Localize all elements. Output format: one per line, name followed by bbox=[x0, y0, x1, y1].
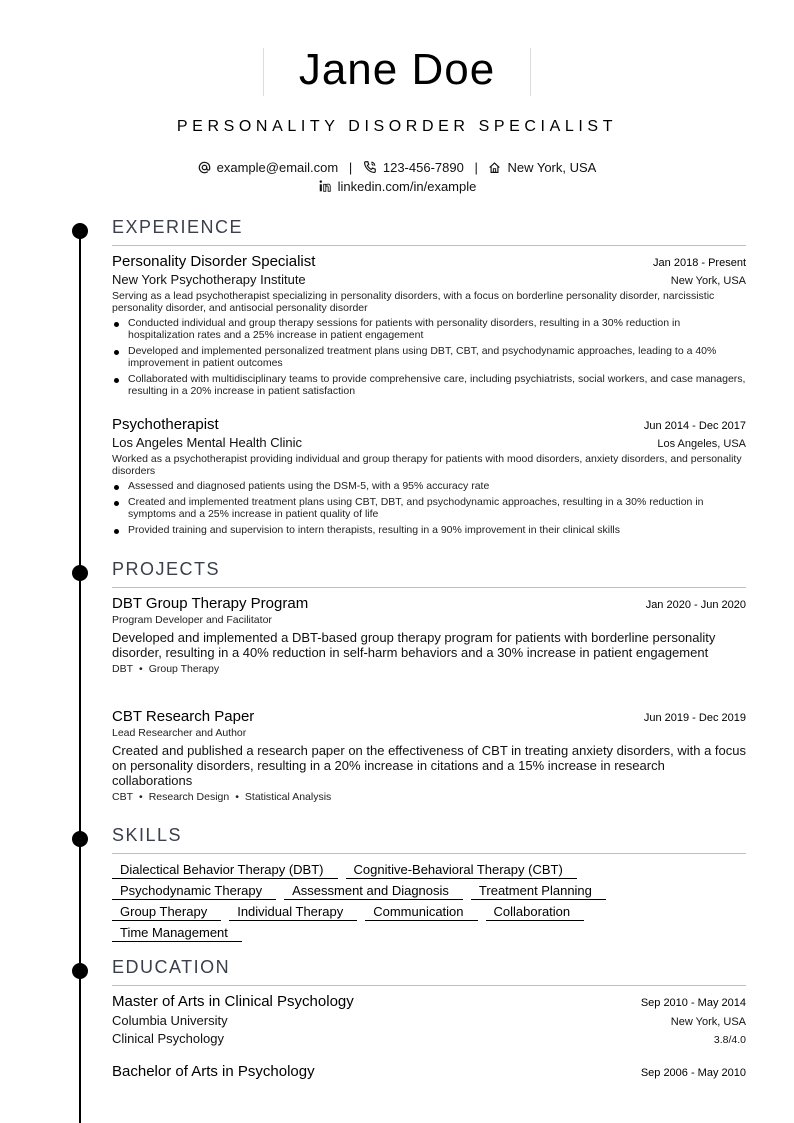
timeline-dot bbox=[72, 223, 88, 239]
skill-chip: Assessment and Diagnosis bbox=[284, 883, 463, 900]
phone-number[interactable]: 123-456-7890 bbox=[382, 160, 464, 175]
bullet-list bbox=[112, 317, 746, 397]
bullet-item: Created and implemented treatment plans using CBT, DBT, and psychodynamic approaches, resulting in a 30% reduction in symptoms and a 25% increase in patient quality of life bbox=[112, 496, 746, 520]
skill-chip: Cognitive-Behavioral Therapy (CBT) bbox=[346, 862, 577, 879]
job-location: New York, USA bbox=[670, 275, 746, 287]
bullet-item: Assessed and diagnosed patients using the DSM-5, with a 95% accuracy rate bbox=[112, 480, 746, 492]
skill-chip: Collaboration bbox=[486, 904, 585, 921]
education-dates: Sep 2006 - May 2010 bbox=[640, 1067, 746, 1079]
skill-chip: Dialectical Behavior Therapy (DBT) bbox=[112, 862, 338, 879]
project-description: Developed and implemented a DBT-based group therapy program for patients with borderline personality disorder, resulting in a 40% reduction in self-harm behaviors and a 30% increase in patient engagement bbox=[112, 630, 716, 660]
section-heading-skills: SKILLS bbox=[112, 825, 746, 854]
project-description: Created and published a research paper on the effectiveness of CBT in treating anxiety disorders, with a focus on personality disorders, resulting in a 20% increase in citations and a 15% increase in research collaborations bbox=[112, 743, 746, 788]
project-role: Lead Researcher and Author bbox=[112, 727, 247, 739]
school-location: New York, USA bbox=[670, 1016, 746, 1028]
skill-chip: Communication bbox=[365, 904, 477, 921]
project-tag: Statistical Analysis bbox=[244, 791, 332, 803]
section-heading-experience: EXPERIENCE bbox=[112, 217, 746, 246]
project-role: Program Developer and Facilitator bbox=[112, 614, 272, 626]
location-text: New York, USA bbox=[507, 160, 597, 175]
job-summary: Worked as a psychotherapist providing individual and group therapy for patients with mood disorders, anxiety disorders, and personality disorders bbox=[112, 453, 742, 477]
skill-chip: Group Therapy bbox=[112, 904, 221, 921]
bullet-item: Collaborated with multidisciplinary teams to provide comprehensive care, including psychiatrists, social workers, and case managers, resulting in a 20% increase in patient satisfaction bbox=[112, 373, 746, 397]
education-entry bbox=[112, 993, 746, 1046]
linkedin-icon bbox=[318, 179, 332, 196]
contact-row-linkedin bbox=[0, 179, 794, 196]
field-of-study: Clinical Psychology bbox=[112, 1031, 224, 1046]
job-dates: Jan 2018 - Present bbox=[653, 257, 746, 269]
skill-chip: Treatment Planning bbox=[471, 883, 606, 900]
linkedin-link[interactable]: linkedin.com/in/example bbox=[337, 179, 477, 194]
employer: Los Angeles Mental Health Clinic bbox=[112, 435, 303, 450]
resume-title: PERSONALITY DISORDER SPECIALIST bbox=[176, 118, 618, 135]
timeline-dot bbox=[72, 565, 88, 581]
bullet-item: Developed and implemented personalized treatment plans using DBT, CBT, and psychodynamic approaches, leading to a 40% improvement in patient outcomes bbox=[112, 345, 746, 369]
timeline-line bbox=[79, 225, 81, 1123]
at-icon bbox=[198, 161, 211, 177]
degree-title: Bachelor of Arts in Psychology bbox=[112, 1063, 315, 1080]
project-entry bbox=[112, 708, 746, 803]
job-summary: Serving as a lead psychotherapist specializing in personality disorders, with a focus on borderline personality disorder, narcissistic personality disorder, and antisocial personality disorder bbox=[112, 290, 715, 314]
gpa: 3.8/4.0 bbox=[713, 1034, 746, 1046]
name-block bbox=[263, 45, 531, 96]
bullet-list bbox=[112, 480, 746, 536]
project-tag: Group Therapy bbox=[148, 663, 220, 675]
section-heading-projects: PROJECTS bbox=[112, 559, 746, 588]
contact-separator: | bbox=[348, 160, 353, 175]
skill-chip: Time Management bbox=[112, 925, 242, 942]
school-name: Columbia University bbox=[112, 1013, 228, 1028]
skill-chip: Psychodynamic Therapy bbox=[112, 883, 276, 900]
job-location: Los Angeles, USA bbox=[657, 438, 746, 450]
email-link[interactable]: example@email.com bbox=[216, 160, 339, 175]
contact-row bbox=[0, 160, 794, 177]
project-tag: CBT bbox=[112, 791, 133, 803]
bullet-item: Conducted individual and group therapy sessions for patients with personality disorders, resulting in a 30% reduction in hospitalization rates and a 25% increase in patient engagement bbox=[112, 317, 746, 341]
home-icon bbox=[488, 161, 501, 177]
job-dates: Jun 2014 - Dec 2017 bbox=[643, 420, 746, 432]
skill-chip: Individual Therapy bbox=[229, 904, 357, 921]
timeline-dot bbox=[72, 831, 88, 847]
bullet-item: Provided training and supervision to intern therapists, resulting in a 90% improvement in their clinical skills bbox=[112, 524, 746, 536]
project-dates: Jun 2019 - Dec 2019 bbox=[643, 712, 746, 724]
degree-title: Master of Arts in Clinical Psychology bbox=[112, 993, 354, 1010]
project-entry bbox=[112, 595, 746, 675]
project-dates: Jan 2020 - Jun 2020 bbox=[645, 599, 746, 611]
experience-entry bbox=[112, 416, 746, 540]
timeline-dot bbox=[72, 963, 88, 979]
section-heading-education: EDUCATION bbox=[112, 957, 746, 986]
contact-separator: | bbox=[474, 160, 478, 175]
experience-entry bbox=[112, 253, 746, 401]
project-tags: CBT • Research Design • Statistical Analysis bbox=[112, 791, 332, 803]
skills-list bbox=[112, 862, 746, 946]
phone-icon bbox=[363, 160, 377, 177]
education-entry bbox=[112, 1063, 746, 1080]
job-title: Personality Disorder Specialist bbox=[112, 253, 316, 270]
project-title: DBT Group Therapy Program bbox=[112, 595, 309, 612]
project-title: CBT Research Paper bbox=[112, 708, 255, 725]
project-tags: DBT • Group Therapy bbox=[112, 663, 220, 675]
resume-name: Jane Doe bbox=[298, 45, 496, 94]
project-tag: Research Design bbox=[148, 791, 230, 803]
employer: New York Psychotherapy Institute bbox=[112, 272, 306, 287]
project-tag: DBT bbox=[112, 663, 133, 675]
education-dates: Sep 2010 - May 2014 bbox=[640, 997, 746, 1009]
job-title: Psychotherapist bbox=[112, 416, 219, 433]
